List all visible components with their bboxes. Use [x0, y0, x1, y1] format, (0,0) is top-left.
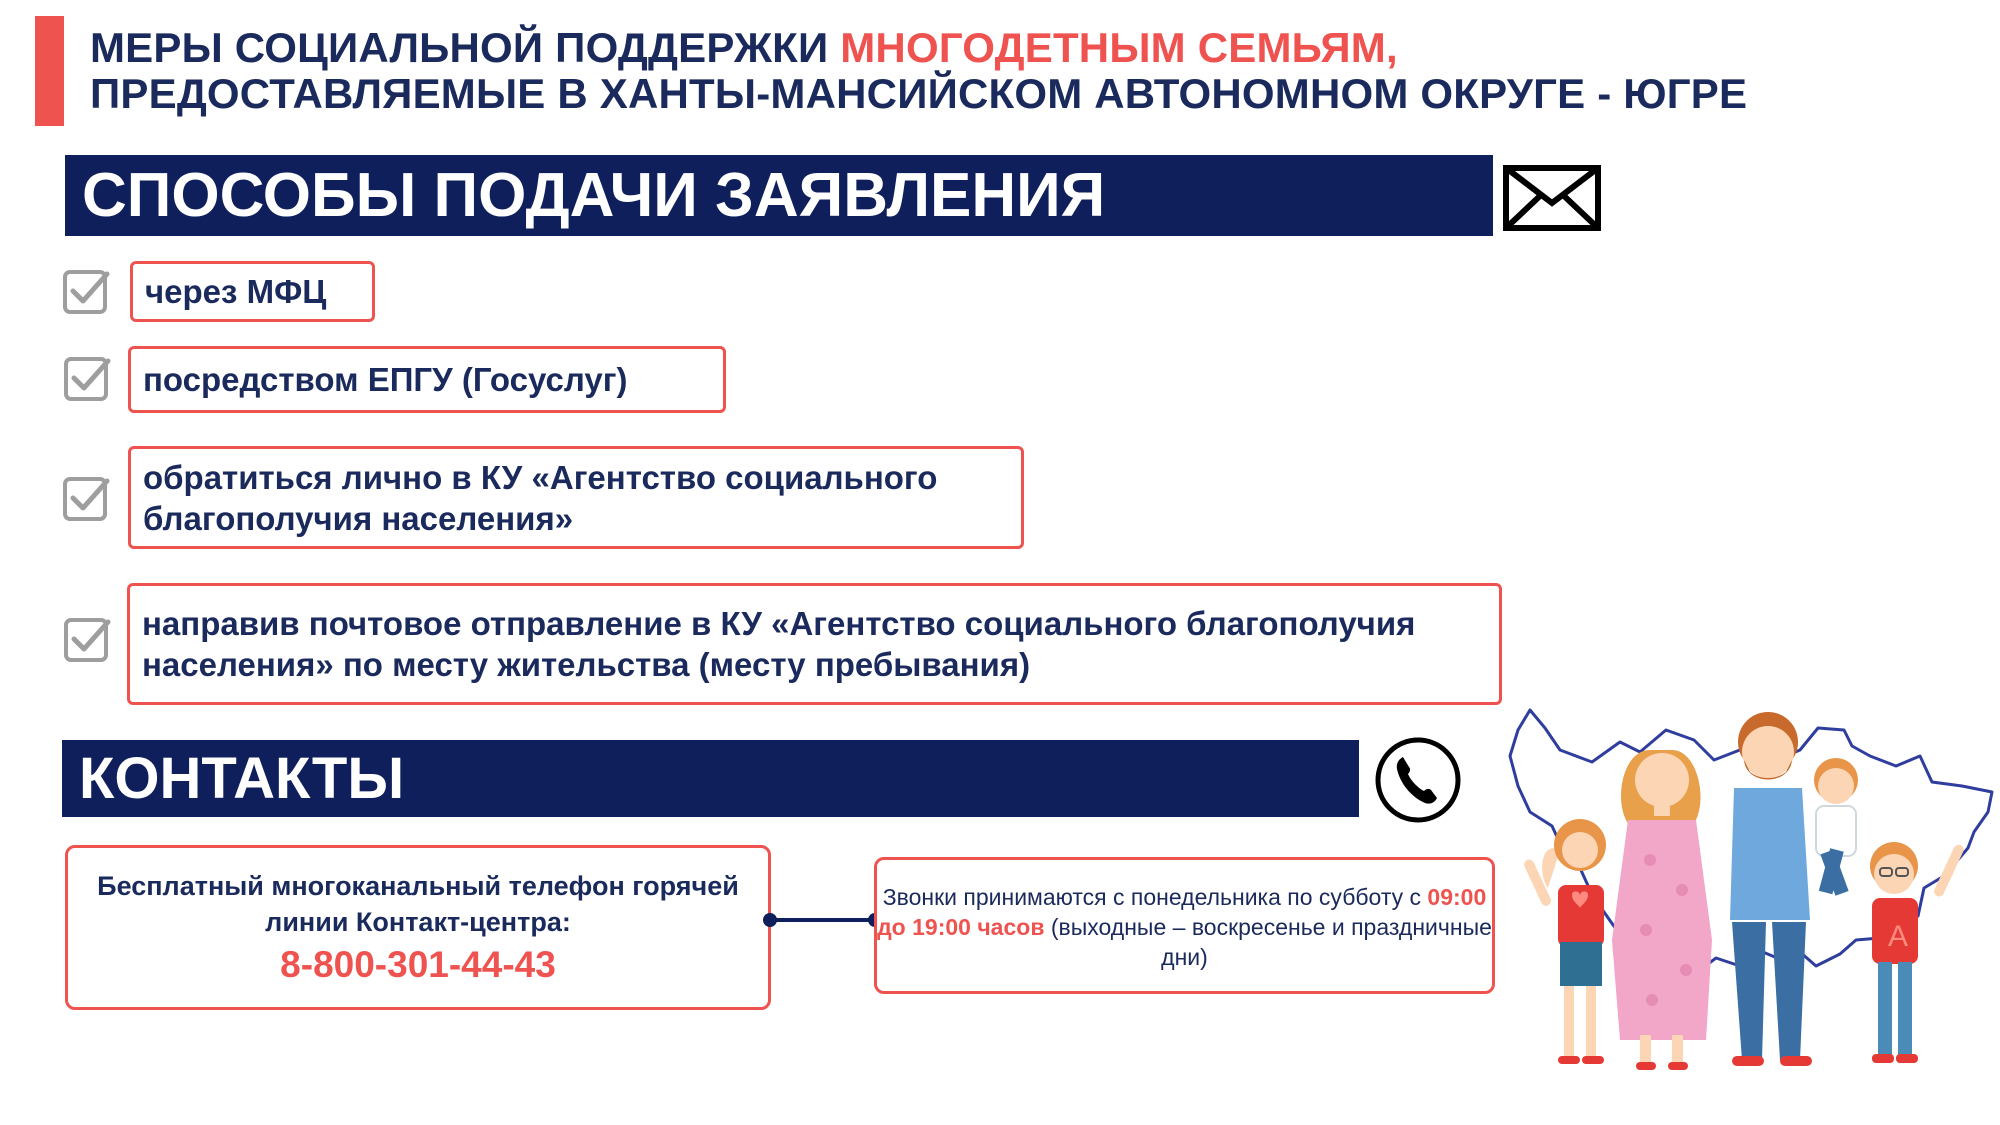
page-title-line-1	[90, 24, 1398, 72]
hotline-description: Бесплатный многоканальный телефон горячей линии Контакт-центра:	[97, 871, 739, 937]
hours-prefix: Звонки принимаются с понедельника по субботу с	[882, 884, 1428, 910]
title-part-1: МЕРЫ СОЦИАЛЬНОЙ ПОДДЕРЖКИ	[90, 24, 841, 71]
method-item-mfc: через МФЦ	[130, 261, 375, 322]
method-item-epgu: посредством ЕПГУ (Госуслуг)	[128, 346, 726, 413]
girl-figure	[1522, 819, 1606, 1064]
section-title: КОНТАКТЫ	[79, 746, 405, 811]
section-header-apply-methods	[65, 155, 1493, 236]
checkbox-checked-icon	[61, 473, 111, 523]
shirt-letter-decoration: A	[1887, 920, 1909, 953]
hotline-phone-number[interactable]: 8-800-301-44-43	[280, 944, 556, 985]
method-item-mail: направив почтовое отправление в КУ «Агентство социального благополучия населения» по месту жительства (месту пребывания)	[127, 583, 1502, 705]
hotline-card	[65, 845, 771, 1010]
hours-time: 09:00 до 19:00 часов	[877, 884, 1487, 940]
section-header-contacts	[62, 740, 1359, 817]
checkbox-checked-icon	[61, 266, 111, 316]
working-hours-card	[874, 857, 1495, 994]
mother-figure	[1612, 750, 1712, 1070]
phone-icon	[1373, 735, 1463, 825]
method-item-in-person: обратиться лично в КУ «Агентство социального благополучия населения»	[128, 446, 1024, 549]
section-title: СПОСОБЫ ПОДАЧИ ЗАЯВЛЕНИЯ	[82, 161, 1106, 230]
family-illustration	[1500, 690, 2000, 1080]
title-accent-bar	[35, 16, 64, 126]
page-title-line-2: ПРЕДОСТАВЛЯЕМЫЕ В ХАНТЫ-МАНСИЙСКОМ АВТОНОМНОМ ОКРУГЕ - ЮГРЕ	[90, 70, 1748, 117]
connector-line	[760, 910, 885, 930]
hours-suffix: (выходные – воскресенье и праздничные дни)	[1044, 914, 1492, 970]
checkbox-checked-icon	[62, 614, 112, 664]
title-highlight: МНОГОДЕТНЫМ СЕМЬЯМ,	[840, 24, 1398, 71]
envelope-icon	[1503, 165, 1601, 231]
checkbox-checked-icon	[62, 353, 112, 403]
